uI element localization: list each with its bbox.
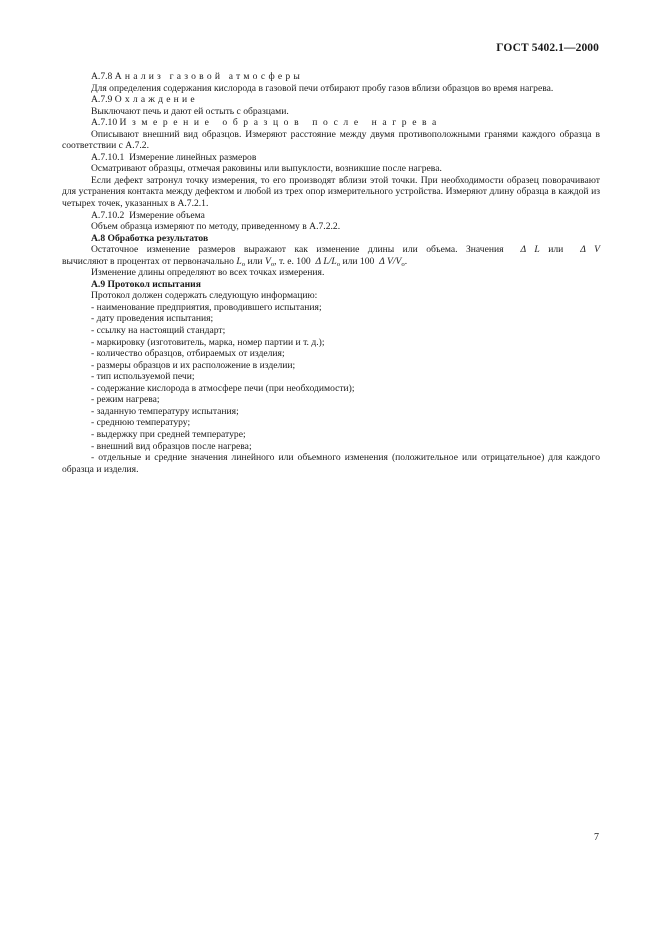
section-a-9-heading: А.9 Протокол испытания (91, 278, 201, 290)
section-title: Измерение образцов после нагрева (119, 117, 442, 129)
section-a-8-heading: А.8 Обработка результатов (91, 232, 209, 244)
section-a-7-8-heading: А.7.8 Анализ газовой атмосферы (91, 71, 303, 82)
delta-l-symbol: Δ L (520, 244, 540, 256)
section-a-7-10-heading: А.7.10 Измерение образцов после нагрева (91, 117, 442, 129)
list-item: - содержание кислорода в атмосфере печи (при необходимости); (91, 382, 355, 394)
section-title: Анализ газовой атмосферы (114, 71, 303, 82)
list-item: - отдельные и средние значения линейного или объемного изменения (положительное или отрицательное) для каждого образца и изделия. (62, 452, 600, 475)
list-item: - среднюю температуру; (91, 417, 191, 429)
section-a-8-text-1-cont: вычисляют в процентах от первоначально $L_o$ или $V_o$, т. е. 100 Δ $L/L_o$ или 100 Δ $V/V_o$. (62, 255, 408, 268)
section-a-8-text-1: Остаточное изменение размеров выражают как изменение длины или объема. Значения Δ L или Δ V (91, 244, 601, 256)
section-a-7-8-text: Для определения содержания кислорода в газовой печи отбирают пробу газов вблизи образцов во время нагрева. (91, 82, 554, 94)
section-a-7-10-text: Описывают внешний вид образцов. Измеряют расстояние между двумя противоположными гранями каждого образца в соответствии с А.7.2. (62, 128, 600, 152)
protocol-list (62, 302, 600, 475)
list-item: - ссылку на настоящий стандарт; (91, 325, 226, 337)
list-item: - размеры образцов и их расположение в изделии; (91, 359, 296, 371)
list-item: - маркировку (изготовитель, марка, номер партии и т. д.); (91, 336, 325, 348)
section-a-8-text-2: Изменение длины определяют во всех точках измерения. (91, 267, 325, 279)
section-a-7-9-heading: А.7.9 Охлаждение (91, 94, 198, 106)
list-item: - внешний вид образцов после нагрева; (91, 440, 252, 452)
section-title: Охлаждение (114, 94, 198, 106)
delta-v-symbol: Δ V (580, 244, 601, 256)
list-item: - дату проведения испытания; (91, 313, 214, 325)
list-item: - выдержку при средней температуре; (91, 428, 246, 440)
section-a-7-10-1-heading: А.7.10.1 Измерение линейных размеров (91, 151, 257, 163)
section-a-9-intro: Протокол должен содержать следующую информацию: (91, 290, 318, 302)
section-a-7-10-1-text-2: Если дефект затронул точку измерения, то его производят вблизи этой точки. При необходимости образец поворачивают для устранения контакта между дефектом и любой из трех опор измерительного устройства. Измеряют длину образца в каждой из четырех точек, указанных в А.7.2.1. (62, 174, 600, 210)
section-a-7-10-1-text-1: Осматривают образцы, отмечая раковины или выпуклости, возникшие после нагрева. (91, 163, 442, 175)
list-item: - тип используемой печи; (91, 371, 195, 383)
section-title: Измерение объема (129, 209, 205, 221)
list-item: - количество образцов, отбираемых от изделия; (91, 348, 285, 360)
section-a-7-10-2-heading: А.7.10.2 Измерение объема (91, 209, 205, 221)
section-title: Измерение линейных размеров (129, 151, 257, 163)
list-item: - заданную температуру испытания; (91, 405, 239, 417)
document-body (62, 71, 600, 475)
list-item: - режим нагрева; (91, 394, 160, 406)
section-a-7-10-2-text: Объем образца измеряют по методу, приведенному в А.7.2.2. (91, 221, 341, 233)
list-item: - наименование предприятия, проводившего испытания; (91, 301, 322, 313)
standard-header: ГОСТ 5402.1—2000 (496, 42, 599, 54)
page-number: 7 (594, 832, 599, 843)
section-a-7-9-text: Выключают печь и дают ей остыть с образцами. (91, 105, 289, 117)
